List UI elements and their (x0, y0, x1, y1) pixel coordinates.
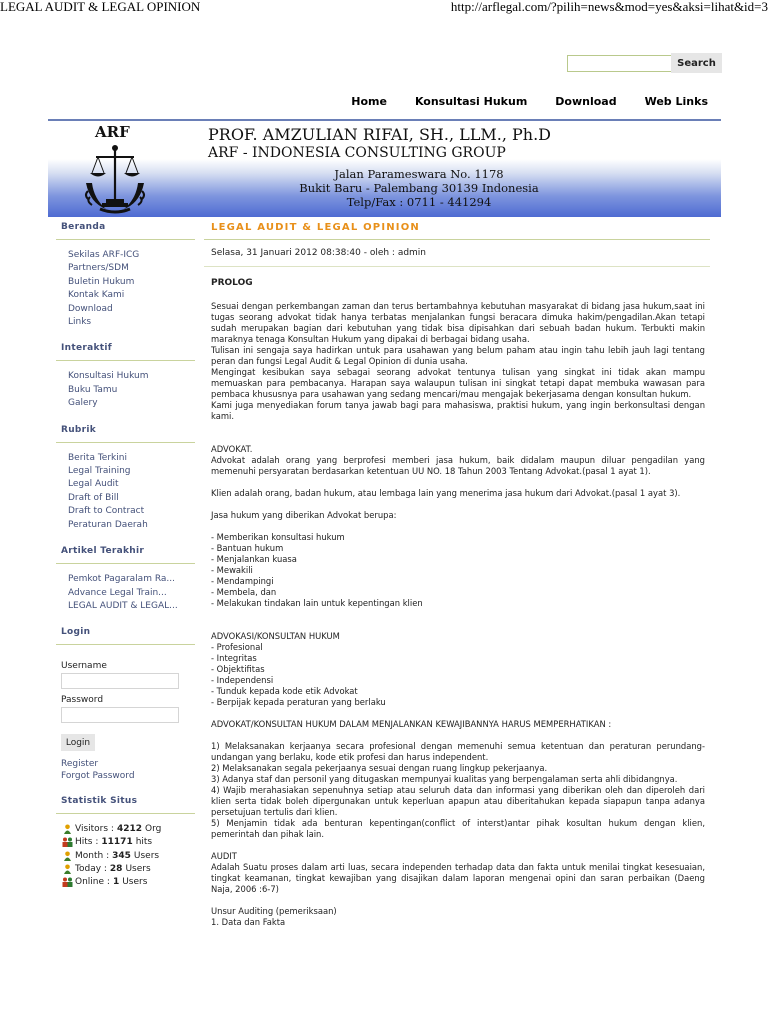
list-item: 1. Data dan Fakta (211, 917, 286, 927)
sidebar-item-artikel-2[interactable]: Advance Legal Train... (68, 587, 167, 598)
username-input[interactable] (61, 673, 179, 689)
user-icon (62, 824, 73, 834)
sidebar-item-berita[interactable]: Berita Terkini (68, 452, 127, 463)
site-stats (56, 814, 195, 888)
password-input[interactable] (61, 707, 179, 723)
search-button[interactable]: Search (671, 53, 722, 73)
paragraph: Advokat adalah orang yang berprofesi memberi jasa hukum, baik didalam maupun diluar pengadilan yang memenuhi persyaratan berdasarkan ketentuan UU NO. 18 Tahun 2003 Tentang Advokat.(pasal 1 ayat 1). (211, 455, 705, 476)
list-item: 4) Wajib merahasiakan sepenuhnya setiap atau seluruh data dan informasi yang diberikan oleh dan diperoleh dari klien serta tidak boleh dipergunakan untuk keperluan apapun atau diberitahukan kepada siapapun tanpa adanya persetujuan tertulis dari klien. (211, 785, 705, 817)
sidebar-item-draft-contract[interactable]: Draft to Contract (68, 506, 145, 517)
list-item: - Berpijak kepada peraturan yang berlaku (211, 697, 386, 707)
sidebar-list-rubrik (56, 443, 195, 540)
stat-value: 4212 (116, 823, 143, 834)
unsur-heading: Unsur Auditing (pemeriksaan) (211, 906, 337, 916)
list-item: 5) Menjamin tidak ada benturan kepentingan(conflict of interst)antar pihak kosultan hukum dengan klien, pemerintah dan pihak lain. (211, 818, 705, 839)
banner-company: ARF - INDONESIA CONSULTING GROUP (208, 145, 506, 161)
print-page-url: http://arflegal.com/?pilih=news&mod=yes&aksi=lihat&id=3 (450, 0, 768, 14)
sidebar-item-legal-audit[interactable]: Legal Audit (68, 479, 119, 490)
sidebar-title-beranda: Beranda (56, 216, 195, 240)
login-form (56, 645, 195, 782)
list-item: - Bantuan hukum (211, 543, 284, 553)
stat-unit: Org (145, 823, 162, 834)
sidebar (56, 216, 195, 889)
article-title: LEGAL AUDIT & LEGAL OPINION (204, 216, 710, 240)
list-item: - Mendampingi (211, 576, 274, 586)
paragraph: Sesuai dengan perkembangan zaman dan terus bertambahnya kebutuhan masyarakat di bidang jasa hukum,saat ini tugas seorang advokat tidak hanya terbatas menjalankan fungsi beracara dimuka hakim/pengadilan.Akan tetapi sudah merupakan bagian dari kebutuhan yang tidak bisa dipisahkan dari sebuah badan hukum. Terbukti makin maraknya tenaga Konsultan Hukum yang dipakai di berbagai bidang usaha. (211, 301, 705, 344)
stat-value: 345 (112, 850, 131, 861)
banner-address-city: Bukit Baru - Palembang 30139 Indonesia (299, 181, 539, 195)
sidebar-title-interaktif: Interaktif (56, 337, 195, 361)
list-item: - Menjalankan kuasa (211, 554, 297, 564)
banner-name: PROF. AMZULIAN RIFAI, SH., LLM., Ph.D (208, 125, 552, 144)
sidebar-item-legal-training[interactable]: Legal Training (68, 466, 131, 477)
stat-label: Visitors : (75, 823, 114, 834)
sidebar-item-perda[interactable]: Peraturan Daerah (68, 519, 148, 530)
stat-label: Hits : (75, 837, 99, 848)
list-item: 3) Adanya staf dan personil yang ditugaskan mempunyai kualitas yang berpengalaman serta ahli dibidangnya. (211, 774, 678, 784)
banner-address-street: Jalan Parameswara No. 1178 (334, 167, 504, 181)
audit-heading: AUDIT (211, 851, 237, 861)
sidebar-item-artikel-3[interactable]: LEGAL AUDIT & LEGAL... (68, 600, 178, 611)
sidebar-title-artikel: Artikel Terakhir (56, 540, 195, 564)
sidebar-item-partners[interactable]: Partners/SDM (68, 263, 129, 274)
user-icon (62, 864, 73, 874)
nav-konsultasi-hukum[interactable]: Konsultasi Hukum (414, 95, 528, 108)
list-item: - Profesional (211, 642, 263, 652)
sidebar-title-login: Login (56, 621, 195, 645)
login-links (61, 758, 195, 782)
print-header (0, 0, 768, 14)
list-item: - Independensi (211, 675, 274, 685)
advokat-heading: ADVOKAT. (211, 444, 253, 454)
list-item: 2) Melaksanakan segala pekerjaanya sesuai dengan ruang lingkup pekerjaanya. (211, 763, 548, 773)
list-item: - Memberikan konsultasi hukum (211, 532, 345, 542)
sidebar-title-stats: Statistik Situs (56, 790, 195, 814)
list-item: 1) Melaksanakan kerjaanya secara profesional dengan memenuhi semua ketentuan dan peraturan perundang-undangan yang berlaku, kode etik profesi dan harus independent. (211, 741, 705, 762)
sidebar-item-kontak[interactable]: Kontak Kami (68, 290, 125, 301)
sidebar-item-download[interactable]: Download (68, 303, 113, 314)
sidebar-item-konsultasi[interactable]: Konsultasi Hukum (68, 371, 149, 382)
print-page-title: LEGAL AUDIT & LEGAL OPINION (0, 0, 201, 14)
search-input[interactable] (567, 55, 673, 72)
forgot-password-link[interactable]: Forgot Password (61, 771, 135, 782)
login-button[interactable]: Login (61, 734, 95, 751)
sidebar-title-rubrik: Rubrik (56, 419, 195, 443)
sidebar-item-links[interactable]: Links (68, 317, 92, 328)
stat-value: 28 (109, 863, 123, 874)
sidebar-list-artikel (56, 564, 195, 621)
stat-hits (62, 836, 195, 849)
sidebar-list-beranda (56, 240, 195, 337)
main-content (204, 216, 710, 928)
banner-address (274, 167, 564, 209)
paragraph: Mengingat kesibukan saya sebagai seorang advokat tentunya tulisan yang singkat ini tidak akan mampu memuaskan para pembacanya. Harapan saya walaupun tulisan ini singkat tetapi dapat membuka wawasan para pembaca khususnya para usahawan yang sedang mencari/mau mengajak bekerjasama dengan konsultan hukum. (211, 367, 705, 399)
list-item: - Mewakili (211, 565, 253, 575)
stat-today (62, 862, 195, 875)
article-body (204, 267, 710, 928)
users-group-icon (62, 837, 73, 847)
list-item: - Objektifitas (211, 664, 265, 674)
paragraph: Kami juga menyediakan forum tanya jawab bagi para mahasiswa, praktisi hukum, yang ingin berkonsultasi dengan kami. (211, 400, 705, 421)
kewajiban-heading: ADVOKAT/KONSULTAN HUKUM DALAM MENJALANKAN KEWAJIBANNYA HARUS MEMPERHATIKAN : (211, 719, 612, 729)
paragraph: Klien adalah orang, badan hukum, atau lembaga lain yang menerima jasa hukum dari Advokat.(pasal 1 ayat 3). (211, 488, 681, 498)
top-nav (351, 95, 708, 108)
list-item: - Tunduk kepada kode etik Advokat (211, 686, 358, 696)
scales-of-justice-icon (80, 143, 150, 215)
password-label: Password (61, 695, 104, 706)
stat-online (62, 876, 195, 889)
stat-value: 11171 (101, 837, 133, 848)
list-item: - Melakukan tindakan lain untuk kepentingan klien (211, 598, 423, 608)
stat-unit: Users (133, 850, 160, 861)
stat-label: Online : (75, 877, 110, 888)
paragraph: Adalah Suatu proses dalam arti luas, secara independen terhadap data dan fakta untuk menilai tingkat kesesuaian, tingkat keamanan, tingkat kewajiban yang disajikan dalam laporan mengenai opini dan saran perbaikan (Daeng Naja, 2006 :6-7) (211, 862, 705, 894)
users-group-icon (62, 877, 73, 887)
sidebar-item-artikel-1[interactable]: Pemkot Pagaralam Ra... (68, 574, 175, 585)
stat-visitors (62, 822, 195, 835)
username-label: Username (61, 661, 107, 672)
paragraph: Tulisan ini sengaja saya hadirkan untuk para usahawan yang belum paham atau ingin tahu lebih jauh lagi tentang peran dan fungsi Legal Audit & Legal Opinion di dunia usaha. (211, 345, 705, 366)
nav-home[interactable]: Home (351, 95, 387, 108)
sidebar-item-draft-bill[interactable]: Draft of Bill (68, 492, 119, 503)
sidebar-item-galery[interactable]: Galery (68, 398, 98, 409)
advokasi-heading: ADVOKASI/KONSULTAN HUKUM (211, 631, 340, 641)
nav-download[interactable]: Download (555, 95, 617, 108)
nav-web-links[interactable]: Web Links (644, 95, 708, 108)
stat-label: Month : (75, 850, 110, 861)
sidebar-item-buku-tamu[interactable]: Buku Tamu (68, 384, 118, 395)
sidebar-item-sekilas[interactable]: Sekilas ARF-ICG (68, 250, 140, 260)
list-item: - Integritas (211, 653, 257, 663)
article-meta: Selasa, 31 Januari 2012 08:38:40 - oleh : admin (204, 240, 710, 267)
sidebar-list-interaktif (56, 361, 195, 418)
jasa-heading: Jasa hukum yang diberikan Advokat berupa: (211, 510, 397, 520)
stat-value: 1 (112, 877, 120, 888)
stat-label: Today : (75, 863, 107, 874)
stat-unit: hits (135, 837, 153, 848)
prolog-heading: PROLOG (211, 278, 253, 288)
banner-address-phone: Telp/Fax : 0711 - 441294 (346, 195, 492, 209)
sidebar-item-buletin[interactable]: Buletin Hukum (68, 276, 135, 287)
stat-unit: Users (122, 877, 148, 888)
stat-unit: Users (125, 863, 151, 874)
header-banner (48, 119, 721, 217)
banner-logo-text: ARF (95, 123, 130, 141)
user-icon (62, 851, 73, 861)
register-link[interactable]: Register (61, 759, 99, 770)
list-item: - Membela, dan (211, 587, 277, 597)
stat-month (62, 849, 195, 862)
